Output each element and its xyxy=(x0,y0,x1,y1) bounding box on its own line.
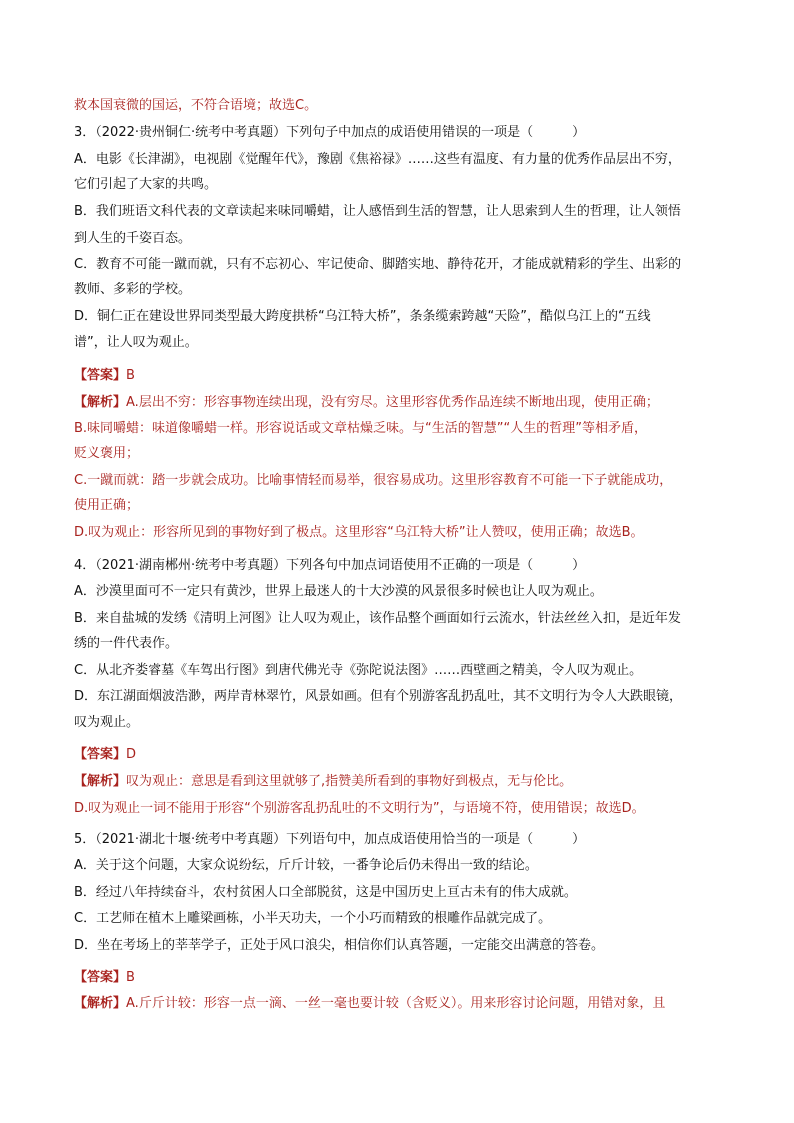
explanation-line: C.一蹴而就：踏一步就会成功。比喻事情轻而易举，很容易成功。这里形容教育不可能一下子就能成功， xyxy=(74,473,673,488)
question-line: 4．（2021·湖南郴州·统考中考真题）下列各句中加点词语使用不正确的一项是（ ） xyxy=(74,558,586,573)
explanation-line: B.味同嚼蜡：味道像嚼蜡一样。形容说话或文章枯燥乏味。与“生活的智慧”“人生的哲理”等相矛盾， xyxy=(74,421,647,436)
explanation-line: D.叹为观止一词不能用于形容“个别游客乱扔乱吐的不文明行为”，与语境不符，使用错误；故选D。 xyxy=(74,801,645,816)
line-text: D xyxy=(126,747,137,762)
analysis-tag: 【解析】 xyxy=(74,774,127,789)
line-text: A.斤斤计较：形容一点一滴、一丝一毫也要计较（含贬义）。用来形容讨论问题，用错对象，且 xyxy=(126,996,666,1011)
explanation-line: D.叹为观止：形容所见到的事物好到了极点。这里形容“乌江特大桥”让人赞叹，使用正确；故选B。 xyxy=(74,525,644,540)
question-line: 绣的一件代表作。 xyxy=(74,636,179,651)
answer-line xyxy=(74,746,734,764)
question-line: D．东江湖面烟波浩渺，两岸青林翠竹，风景如画。但有个别游客乱扔乱吐，其不文明行为令人大跌眼镜， xyxy=(74,689,683,704)
line-text: A.层出不穷：形容事物连续出现，没有穷尽。这里形容优秀作品连续不断地出现，使用正确； xyxy=(126,395,659,410)
line-text: B xyxy=(126,368,135,383)
question-line: A．沙漠里面可不一定只有黄沙，世界上最迷人的十大沙漠的风景很多时候也让人叹为观止。 xyxy=(74,584,603,599)
question-line: C．从北齐娄睿墓《车驾出行图》到唐代佛光寺《弥陀说法图》……西壁画之精美，令人叹为观止。 xyxy=(74,663,643,678)
answer-line xyxy=(74,969,734,987)
question-line: 5．（2021·湖北十堰·统考中考真题）下列语句中，加点成语使用恰当的一项是（ ） xyxy=(74,832,586,847)
question-line: B．我们班语文科代表的文章读起来味同嚼蜡，让人感悟到生活的智慧，让人思索到人生的哲理，让人领悟 xyxy=(74,204,681,219)
question-line: 它们引起了大家的共鸣。 xyxy=(74,177,218,192)
analysis-tag: 【解析】 xyxy=(74,395,127,410)
question-line: 3．（2022·贵州铜仁·统考中考真题）下列句子中加点的成语使用错误的一项是（ ） xyxy=(74,125,586,140)
line-text: B xyxy=(126,970,135,985)
question-line: D．铜仁正在建设世界同类型最大跨度拱桥“乌江特大桥”，条条缆索跨越“天险”，酷似乌江上的“五线 xyxy=(74,309,651,324)
answer-tag: 【答案】 xyxy=(74,368,127,383)
analysis-line xyxy=(74,394,734,412)
answer-tag: 【答案】 xyxy=(74,970,127,985)
question-line: A．电影《长津湖》，电视剧《觉醒年代》，豫剧《焦裕禄》……这些有温度、有力量的优秀作品层出不穷， xyxy=(74,152,681,167)
question-line: 教师、多彩的学校。 xyxy=(74,282,192,297)
analysis-line xyxy=(74,773,734,791)
question-line: D．坐在考场上的莘莘学子，正处于风口浪尖，相信你们认真答题，一定能交出满意的答卷。 xyxy=(74,938,605,953)
explanation-line: 使用正确； xyxy=(74,498,140,513)
question-line: 到人生的千姿百态。 xyxy=(74,231,192,246)
question-line: 谱”，让人叹为观止。 xyxy=(74,335,198,350)
question-line: 叹为观止。 xyxy=(74,715,140,730)
question-line: B．经过八年持续奋斗，农村贫困人口全部脱贫，这是中国历史上亘古未有的伟大成就。 xyxy=(74,885,577,900)
analysis-tag: 【解析】 xyxy=(74,996,127,1011)
answer-tag: 【答案】 xyxy=(74,747,127,762)
question-line: C．教育不可能一蹴而就，只有不忘初心、牢记使命、脚踏实地、静待花开，才能成就精彩的学生、出彩的 xyxy=(74,257,682,272)
explanation-line: 贬义褒用； xyxy=(74,446,140,461)
question-line: C．工艺师在植木上雕梁画栋，小半天功夫，一个小巧而精致的根雕作品就完成了。 xyxy=(74,911,552,926)
analysis-line xyxy=(74,995,734,1013)
answer-line xyxy=(74,367,734,385)
line-text: 叹为观止：意思是看到这里就够了,指赞美所看到的事物好到极点，无与伦比。 xyxy=(126,774,573,789)
explanation-line: 救本国衰微的国运，不符合语境；故选C。 xyxy=(74,98,318,113)
question-line: A．关于这个问题，大家众说纷纭，斤斤计较，一番争论后仍未得出一致的结论。 xyxy=(74,858,538,873)
question-line: B．来自盐城的发绣《清明上河图》让人叹为观止，该作品整个画面如行云流水，针法丝丝入扣，是近年发 xyxy=(74,611,681,626)
